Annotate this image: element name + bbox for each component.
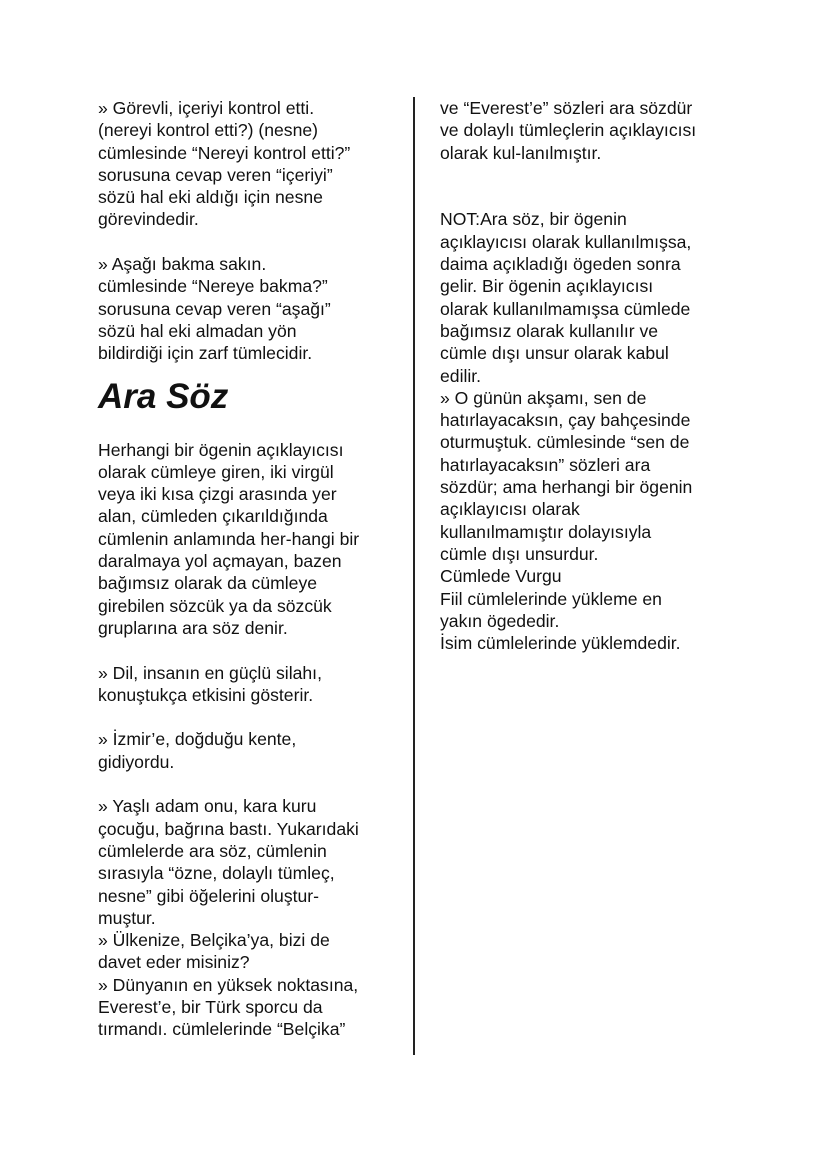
paragraph-definition: [98, 439, 398, 640]
text-line: Everest’e, bir Türk sporcu da: [98, 996, 323, 1017]
text-line: » Yaşlı adam onu, kara kuru: [98, 796, 317, 817]
text-line: bildirdiği için zarf tümlecidir.: [98, 343, 313, 364]
text-line: NOT:Ara söz, bir ögenin: [440, 209, 627, 230]
paragraph-gap: [440, 164, 740, 186]
text-line: cümlesinde “Nereye bakma?”: [98, 276, 328, 297]
text-line: » O günün akşamı, sen de: [440, 387, 647, 408]
text-line: sözdür; ama herhangi bir ögenin: [440, 477, 693, 498]
text-line: cümle dışı unsur olarak kabul: [440, 343, 669, 364]
text-line: konuştukça etkisini gösterir.: [98, 684, 314, 705]
text-line: » Ülkenize, Belçika’ya, bizi de: [98, 930, 330, 951]
paragraph-asagi: [98, 253, 398, 364]
text-line: sözü hal eki aldığı için nesne: [98, 187, 323, 208]
paragraph-gap: [98, 706, 398, 728]
text-line: cümlesinde “Nereyi kontrol etti?”: [98, 142, 351, 163]
paragraph-example-izmir: [98, 728, 398, 773]
text-line: kullanılmamıştır dolayısıyla: [440, 521, 652, 542]
text-line: ve dolaylı tümleçlerin açıklayıcısı: [440, 120, 697, 141]
column-divider: [413, 97, 415, 1055]
text-line: girebilen sözcük ya da sözcük: [98, 595, 332, 616]
text-line: sırasıyla “özne, dolaylı tümleç,: [98, 863, 335, 884]
text-line: gidiyordu.: [98, 751, 175, 772]
text-line: olarak kul-lanılmıştır.: [440, 142, 602, 163]
left-column: [98, 97, 398, 1041]
text-line: Cümlede Vurgu: [440, 566, 562, 587]
text-line: hatırlayacaksın” sözleri ara: [440, 454, 651, 475]
text-line: alan, cümleden çıkarıldığında: [98, 506, 328, 527]
text-line: » Görevli, içeriyi kontrol etti.: [98, 98, 315, 118]
text-line: tırmandı. cümlelerinde “Belçika”: [98, 1019, 346, 1040]
text-line: » Dil, insanın en güçlü silahı,: [98, 662, 322, 683]
text-line: İsim cümlelerinde yüklemdedir.: [440, 633, 681, 654]
text-line: bağımsız olarak da cümleye: [98, 573, 318, 594]
text-line: cümlelerde ara söz, cümlenin: [98, 840, 327, 861]
text-line: nesne” gibi öğelerini oluştur-: [98, 885, 320, 906]
text-line: olarak kullanılmamışsa cümlede: [440, 298, 691, 319]
text-line: sorusuna cevap veren “aşağı”: [98, 298, 331, 319]
text-line: daralmaya yol açmayan, bazen: [98, 551, 342, 572]
text-line: bağımsız olarak kullanılır ve: [440, 320, 659, 341]
text-line: sözü hal eki almadan yön: [98, 320, 297, 341]
paragraph-note: [440, 208, 740, 654]
paragraph-gap: [98, 773, 398, 795]
paragraph-gap: [440, 186, 740, 208]
text-line: Fiil cümlelerinde yükleme en: [440, 588, 662, 609]
paragraph-gorevli: [98, 97, 398, 231]
paragraph-gap: [98, 231, 398, 253]
text-line: hatırlayacaksın, çay bahçesinde: [440, 410, 691, 431]
text-line: edilir.: [440, 365, 482, 386]
text-line: gelir. Bir ögenin açıklayıcısı: [440, 276, 654, 297]
text-line: açıklayıcısı olarak kullanılmışsa,: [440, 231, 692, 252]
text-line: gruplarına ara söz denir.: [98, 617, 288, 638]
text-line: muştur.: [98, 907, 156, 928]
paragraph-example-dil: [98, 662, 398, 707]
text-line: yakın ögededir.: [440, 610, 560, 631]
text-line: » İzmir’e, doğduğu kente,: [98, 729, 297, 750]
paragraph-gap: [98, 639, 398, 661]
text-line: sorusuna cevap veren “içeriyi”: [98, 164, 333, 185]
text-line: cümlenin anlamında her-hangi bir: [98, 528, 360, 549]
section-heading: Ara Söz: [98, 376, 229, 416]
text-line: çocuğu, bağrına bastı. Yukarıdaki: [98, 818, 359, 839]
text-line: oturmuştuk. cümlesinde “sen de: [440, 432, 690, 453]
text-line: ve “Everest’e” sözleri ara sözdür: [440, 98, 693, 118]
text-line: cümle dışı unsurdur.: [440, 543, 599, 564]
text-line: davet eder misiniz?: [98, 952, 250, 973]
text-line: Herhangi bir ögenin açıklayıcısı: [98, 439, 344, 460]
text-line: görevindedir.: [98, 209, 199, 230]
text-line: açıklayıcısı olarak: [440, 499, 580, 520]
text-line: daima açıkladığı ögeden sonra: [440, 254, 681, 275]
text-line: veya iki kısa çizgi arasında yer: [98, 484, 337, 505]
text-line: olarak cümleye giren, iki virgül: [98, 461, 334, 482]
right-column: [440, 97, 740, 654]
text-line: » Aşağı bakma sakın.: [98, 254, 267, 275]
paragraph-example-yasli: [98, 795, 398, 1040]
text-line: » Dünyanın en yüksek noktasına,: [98, 974, 359, 995]
paragraph-continuation: [440, 97, 740, 164]
text-line: (nereyi kontrol etti?) (nesne): [98, 120, 319, 141]
